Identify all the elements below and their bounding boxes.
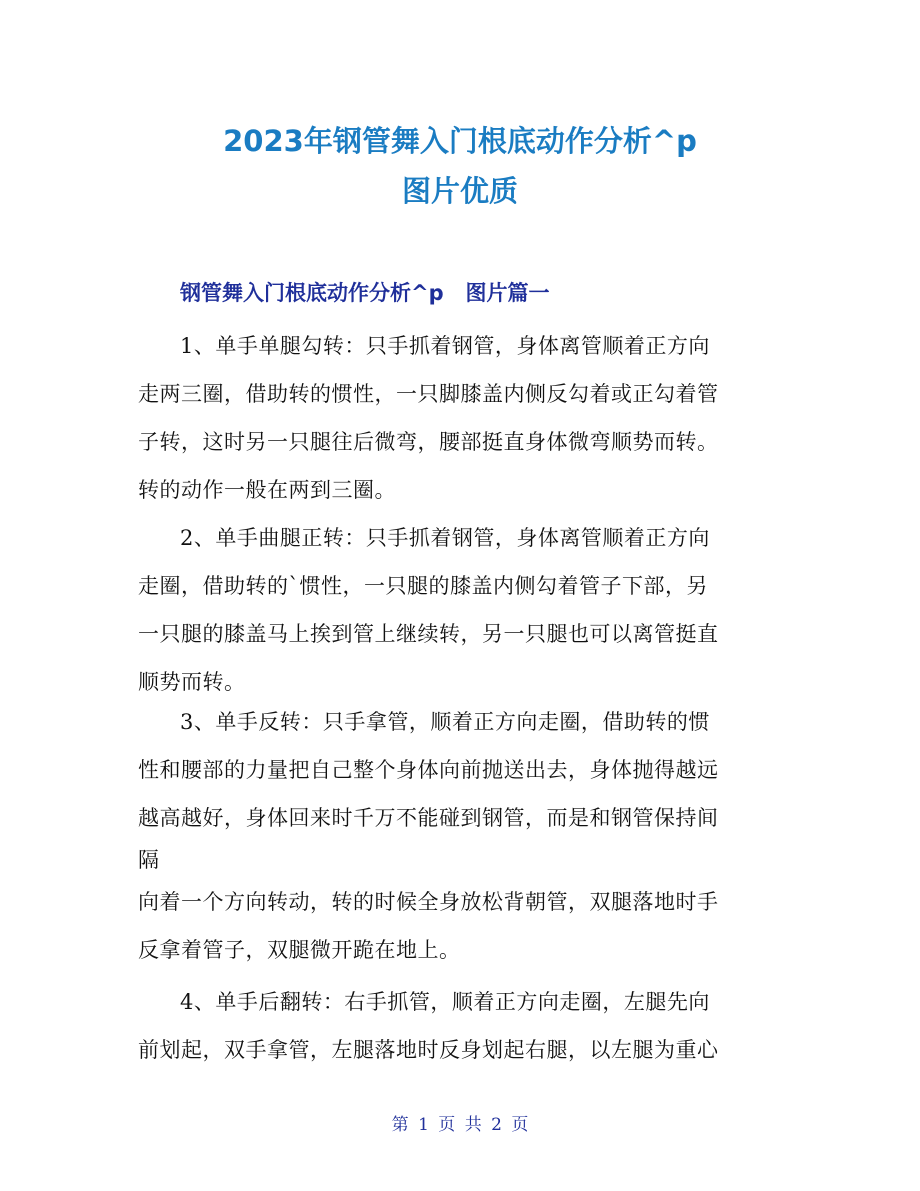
paragraph-line: 转的动作一般在两到三圈。 — [138, 478, 396, 502]
paragraph-line: 4、单手后翻转：右手抓管，顺着正方向走圈，左腿先向 — [180, 990, 710, 1014]
paragraph-1 — [138, 322, 788, 514]
paragraph-line: 3、单手反转：只手拿管，顺着正方向走圈，借助转的惯 — [180, 710, 710, 734]
paragraph-4 — [138, 978, 788, 1074]
paragraph-line: 性和腰部的力量把自己整个身体向前抛送出去，身体抛得越远 — [138, 758, 719, 782]
document-title-line-1: 2023年钢管舞入门根底动作分析^p — [223, 124, 697, 158]
paragraph-line: 反拿着管子，双腿微开跪在地上。 — [138, 938, 461, 962]
paragraph-line: 前划起，双手拿管，左腿落地时反身划起右腿，以左腿为重心 — [138, 1038, 719, 1062]
paragraph-line: 1、单手单腿勾转：只手抓着钢管，身体离管顺着正方向 — [180, 334, 710, 358]
paragraph-line: 2、单手曲腿正转：只手抓着钢管，身体离管顺着正方向 — [180, 526, 710, 550]
paragraph-line: 一只腿的膝盖马上挨到管上继续转，另一只腿也可以离管挺直 — [138, 622, 719, 646]
paragraph-line: 顺势而转。 — [138, 670, 246, 694]
paragraph-2 — [138, 514, 788, 706]
document-title — [0, 116, 920, 216]
paragraph-3 — [138, 698, 788, 974]
document-title-line-2: 图片优质 — [401, 174, 518, 208]
section-heading: 钢管舞入门根底动作分析^p 图片篇一 — [180, 281, 550, 305]
paragraph-line: 越高越好，身体回来时千万不能碰到钢管，而是和钢管保持间 — [138, 806, 719, 830]
paragraph-line: 隔 — [138, 848, 160, 872]
page-number-footer: 第 1 页 共 2 页 — [391, 1115, 529, 1135]
paragraph-line: 走圈，借助转的`惯性，一只腿的膝盖内侧勾着管子下部，另 — [138, 574, 708, 598]
paragraph-line: 子转，这时另一只腿往后微弯，腰部挺直身体微弯顺势而转。 — [138, 430, 719, 454]
paragraph-line: 走两三圈，借助转的惯性，一只脚膝盖内侧反勾着或正勾着管 — [138, 382, 719, 406]
paragraph-line: 向着一个方向转动，转的时候全身放松背朝管，双腿落地时手 — [138, 890, 719, 914]
